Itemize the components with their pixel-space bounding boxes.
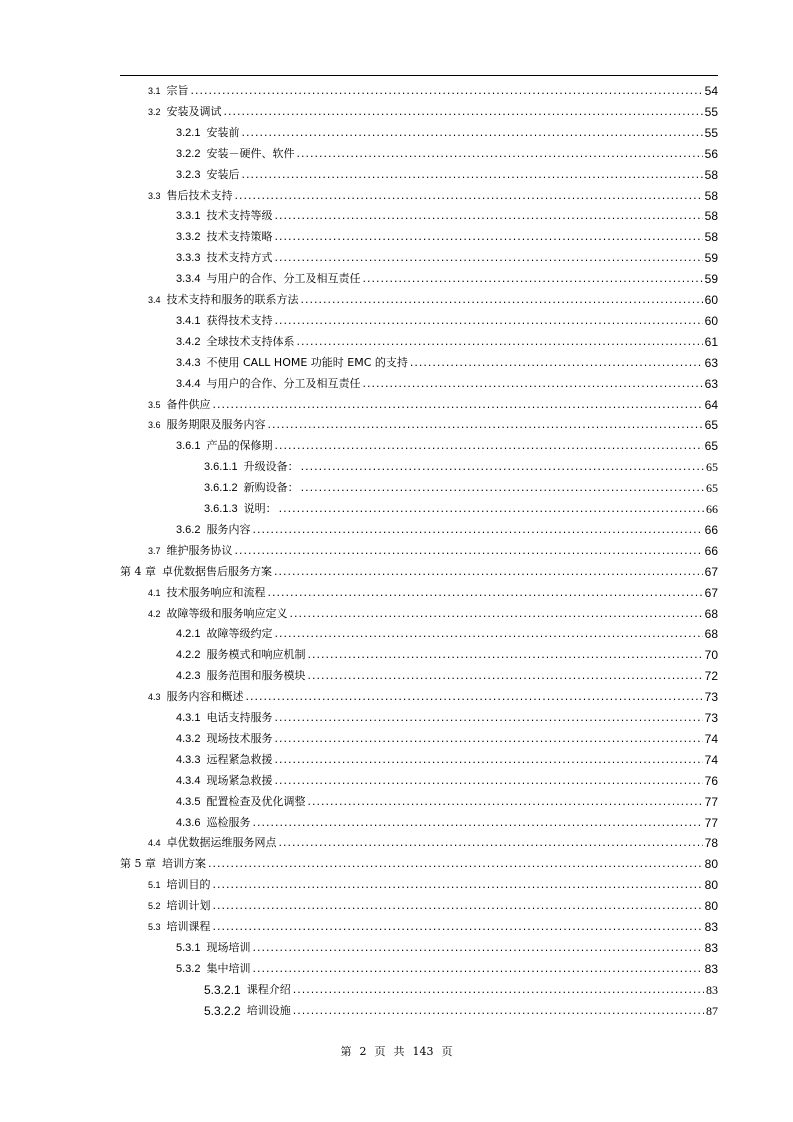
toc-entry[interactable]	[120, 559, 718, 579]
toc-entry-title: 安装后	[206, 167, 240, 181]
toc-entry-number: 3.4.2	[176, 335, 201, 348]
toc-leader-dots	[213, 899, 703, 913]
toc-entry-title: 服务范围和服务模块	[206, 669, 306, 683]
toc-entry-page: 68	[704, 627, 718, 642]
toc-entry-page: 59	[704, 272, 718, 287]
header-rule	[120, 75, 718, 76]
toc-entry[interactable]	[176, 120, 718, 140]
page-footer	[0, 1043, 793, 1059]
toc-leader-dots	[362, 377, 702, 391]
toc-entry-page: 77	[704, 815, 718, 830]
toc-entry-number: 4.1	[148, 587, 161, 598]
toc-entry-number: 5.2	[148, 901, 161, 912]
toc-entry-page: 61	[704, 334, 718, 349]
toc-leader-dots	[274, 565, 703, 579]
toc-entry[interactable]	[148, 580, 718, 600]
toc-entry-number: 5.1	[148, 880, 161, 891]
toc-entry-number: 4.2	[148, 608, 161, 619]
toc-entry-page: 58	[704, 167, 718, 182]
toc-entry-page: 80	[704, 857, 718, 872]
toc-entry-title: 现场技术服务	[206, 731, 273, 745]
toc-entry-page: 83	[704, 940, 718, 955]
toc-entry[interactable]	[176, 371, 718, 391]
toc-entry-number: 3.4.4	[176, 377, 201, 390]
toc-leader-dots	[274, 314, 702, 328]
toc-entry[interactable]	[148, 601, 718, 621]
toc-entry[interactable]	[176, 705, 718, 725]
toc-entry-number: 3.6.1.1	[204, 461, 238, 474]
footer-current-page: 2	[359, 1045, 367, 1058]
toc-leader-dots	[213, 398, 703, 412]
toc-entry-title: 培训设施	[246, 1003, 291, 1017]
toc-entry[interactable]	[148, 412, 718, 432]
toc-entry-number: 3.6.2	[176, 523, 201, 536]
toc-entry-title: 说明：	[243, 502, 277, 515]
toc-entry-title: 宗旨	[166, 84, 189, 97]
toc-leader-dots	[274, 251, 702, 265]
toc-entry-title: 维护服务协议	[166, 543, 233, 557]
toc-entry[interactable]	[176, 956, 718, 976]
toc-entry-number: 4.3.5	[176, 795, 201, 808]
toc-entry-title: 故障等级约定	[206, 627, 273, 641]
toc-entry-number: 5.3.1	[176, 941, 201, 954]
toc-entry-title: 备件供应	[166, 397, 211, 411]
toc-entry-title: 技术支持策略	[206, 230, 273, 244]
toc-entry-number: 3.2.2	[176, 147, 201, 160]
toc-entry-page: 87	[706, 1003, 718, 1018]
toc-leader-dots	[224, 105, 703, 119]
toc-entry[interactable]	[176, 621, 718, 641]
toc-entry-title: 服务期限及服务内容	[166, 418, 266, 432]
toc-entry[interactable]	[176, 162, 718, 182]
toc-entry-title: 现场培训	[206, 940, 251, 954]
toc-entry-page: 63	[704, 376, 718, 391]
toc-entry[interactable]	[176, 768, 718, 788]
toc-leader-dots	[274, 439, 702, 453]
toc-entry-number: 4.3.4	[176, 774, 201, 787]
toc-leader-dots	[301, 460, 704, 474]
toc-entry-page: 55	[704, 104, 718, 119]
toc-entry-title: 产品的保修期	[206, 439, 273, 453]
toc-entry[interactable]	[148, 684, 718, 704]
toc-entry-number: 3.3.1	[176, 210, 201, 223]
toc-entry[interactable]	[176, 810, 718, 830]
toc-entry[interactable]	[148, 99, 718, 119]
toc-entry-title: 培训目的	[166, 878, 211, 892]
toc-entry-page: 58	[704, 209, 718, 224]
toc-entry[interactable]	[204, 475, 718, 495]
toc-entry-page: 80	[704, 899, 718, 914]
toc-entry-page: 67	[704, 564, 718, 579]
toc-entry-title: 升级设备：	[243, 460, 299, 474]
toc-entry-page: 80	[704, 878, 718, 893]
toc-leader-dots	[293, 983, 704, 997]
toc-entry-page: 65	[704, 439, 718, 454]
toc-entry[interactable]	[204, 496, 718, 516]
toc-entry-page: 73	[704, 690, 718, 705]
toc-entry-title: 技术支持等级	[206, 209, 273, 223]
toc-entry-title: 现场紧急救援	[206, 773, 273, 787]
toc-leader-dots	[274, 209, 702, 223]
toc-entry[interactable]	[176, 789, 718, 809]
toc-entry-title: 安装前	[206, 125, 240, 139]
toc-entry-page: 59	[704, 251, 718, 266]
toc-entry[interactable]	[148, 893, 718, 913]
toc-entry-number: 第 4 章	[120, 564, 156, 578]
toc-leader-dots	[252, 523, 702, 537]
toc-entry-title: 培训计划	[166, 899, 211, 913]
toc-entry-title: 不使用 CALL HOME 功能时 EMC 的支持	[206, 355, 408, 369]
toc-entry-number: 4.2.2	[176, 649, 201, 662]
toc-entry[interactable]	[176, 224, 718, 244]
toc-entry-page: 72	[704, 669, 718, 684]
toc-entry-page: 66	[704, 543, 718, 558]
toc-entry-number: 4.3	[148, 692, 161, 703]
toc-entry-number: 3.2	[148, 106, 161, 117]
toc-leader-dots	[307, 669, 702, 683]
toc-entry-page: 58	[704, 230, 718, 245]
toc-leader-dots	[307, 795, 702, 809]
toc-entry[interactable]	[148, 78, 718, 98]
toc-entry[interactable]	[176, 726, 718, 746]
toc-entry-page: 65	[706, 460, 718, 475]
toc-entry-page: 73	[704, 711, 718, 725]
toc-entry-number: 3.4	[148, 295, 161, 305]
toc-entry[interactable]	[176, 433, 718, 453]
toc-entry-title: 故障等级和服务响应定义	[166, 606, 288, 620]
footer-total-pages: 143	[412, 1045, 434, 1058]
toc-entry[interactable]	[204, 977, 718, 997]
toc-entry-page: 76	[704, 773, 718, 788]
toc-entry[interactable]	[176, 642, 718, 662]
toc-entry-title: 全球技术支持体系	[206, 334, 295, 348]
toc-entry-number: 3.6.1.2	[204, 482, 238, 495]
toc-entry-title: 集中培训	[206, 961, 251, 975]
toc-entry-title: 培训方案	[162, 857, 206, 871]
toc-entry-number: 4.3.1	[176, 712, 201, 724]
toc-leader-dots	[191, 84, 703, 98]
toc-leader-dots	[362, 272, 702, 286]
toc-entry-title: 获得技术支持	[206, 313, 273, 327]
toc-entry[interactable]	[176, 517, 718, 537]
toc-entry[interactable]	[204, 454, 718, 474]
toc-leader-dots	[268, 418, 703, 432]
toc-entry-number: 4.2.3	[176, 670, 201, 683]
toc-entry[interactable]	[120, 851, 718, 871]
toc-entry[interactable]	[148, 872, 718, 892]
toc-entry-number: 3.4.1	[176, 314, 201, 327]
toc-entry-number: 3.6.1.3	[204, 503, 238, 515]
toc-entry-title: 新购设备：	[243, 481, 299, 495]
toc-leader-dots	[246, 690, 703, 704]
toc-leader-dots	[213, 920, 703, 934]
toc-entry-title: 远程紧急救援	[206, 752, 273, 766]
toc-entry-number: 3.3	[148, 190, 161, 201]
toc-entry[interactable]	[176, 329, 718, 349]
toc-entry-number: 3.5	[148, 399, 161, 410]
toc-entry-page: 66	[704, 522, 718, 537]
toc-entry-number: 4.3.3	[176, 753, 201, 766]
toc-leader-dots	[268, 586, 703, 600]
toc-entry-page: 56	[704, 146, 718, 161]
toc-entry-number: 3.6	[148, 420, 161, 431]
toc-entry[interactable]	[176, 935, 718, 955]
toc-entry-number: 5.3.2.2	[204, 1003, 241, 1018]
toc-entry[interactable]	[176, 308, 718, 328]
toc-entry-page: 60	[704, 293, 718, 307]
toc-leader-dots	[296, 147, 702, 161]
toc-entry-title: 卓优数据运维服务网点	[166, 836, 277, 850]
toc-entry-page: 67	[704, 585, 718, 600]
toc-entry-number: 5.3.2	[176, 962, 201, 975]
toc-entry-number: 5.3	[148, 922, 161, 932]
toc-leader-dots	[252, 962, 702, 976]
toc-entry-number: 3.4.3	[176, 356, 201, 369]
toc-entry[interactable]	[148, 830, 718, 850]
toc-leader-dots	[293, 1004, 704, 1018]
toc-entry-page: 63	[704, 355, 718, 370]
footer-suffix: 页	[441, 1045, 453, 1058]
toc-entry-title: 安装及调试	[166, 104, 222, 118]
toc-leader-dots	[410, 356, 703, 370]
toc-entry-page: 74	[704, 752, 718, 767]
toc-entry-title: 卓优数据售后服务方案	[162, 564, 272, 578]
toc-leader-dots	[307, 648, 702, 662]
toc-leader-dots	[274, 627, 702, 641]
toc-entry-page: 66	[706, 502, 718, 516]
toc-entry[interactable]	[176, 141, 718, 161]
toc-entry-page: 78	[704, 836, 718, 851]
toc-entry-title: 与用户的合作、分工及相互责任	[206, 376, 361, 390]
toc-entry-title: 服务模式和响应机制	[206, 648, 306, 662]
toc-entry-number: 3.1	[148, 86, 161, 96]
toc-entry-title: 售后技术支持	[166, 188, 233, 202]
toc-entry-number: 3.3.3	[176, 252, 201, 265]
toc-entry[interactable]	[148, 538, 718, 558]
toc-entry-title: 巡检服务	[206, 815, 251, 829]
toc-entry-number: 4.4	[148, 838, 161, 849]
toc-leader-dots	[301, 481, 704, 495]
toc-leader-dots	[274, 753, 702, 767]
toc-entry-title: 电话支持服务	[206, 711, 273, 724]
toc-entry-number: 4.3.2	[176, 732, 201, 745]
footer-page-word: 页	[374, 1045, 386, 1058]
toc-entry-title: 技术支持方式	[206, 251, 273, 265]
toc-entry-number: 3.2.1	[176, 126, 201, 139]
toc-leader-dots	[235, 544, 703, 558]
toc-entry-page: 65	[706, 481, 718, 496]
toc-leader-dots	[213, 878, 703, 892]
toc-entry-page: 60	[704, 313, 718, 328]
toc-entry-number: 3.6.1	[176, 440, 201, 453]
toc-leader-dots	[208, 857, 703, 871]
toc-leader-dots	[241, 126, 702, 140]
toc-entry-title: 技术支持和服务的联系方法	[166, 293, 299, 306]
toc-entry-title: 课程介绍	[246, 982, 291, 996]
toc-entry[interactable]	[176, 747, 718, 767]
toc-entry-number: 3.3.2	[176, 231, 201, 244]
toc-entry[interactable]	[204, 998, 718, 1018]
toc-entry-number: 4.2.1	[176, 628, 201, 641]
toc-entry-page: 74	[704, 731, 718, 746]
toc-entry-title: 安装－硬件、软件	[206, 146, 295, 160]
toc-leader-dots	[274, 732, 702, 746]
toc-leader-dots	[301, 293, 703, 307]
footer-prefix: 第	[340, 1045, 352, 1058]
toc-entry-page: 58	[704, 188, 718, 203]
toc-leader-dots	[290, 607, 703, 621]
toc-entry-title: 配置检查及优化调整	[206, 794, 306, 808]
toc-leader-dots	[252, 941, 702, 955]
toc-entry-page: 83	[704, 920, 718, 934]
toc-leader-dots	[274, 711, 702, 725]
toc-entry-title: 技术服务响应和流程	[166, 585, 266, 599]
toc-leader-dots	[279, 836, 703, 850]
toc-entry-number: 5.3.2.1	[204, 982, 241, 997]
toc-entry-page: 64	[704, 397, 718, 412]
toc-entry-number: 3.3.4	[176, 273, 201, 286]
toc-entry[interactable]	[148, 287, 718, 307]
toc-entry-page: 77	[704, 794, 718, 809]
toc-entry-page: 83	[706, 982, 718, 997]
toc-entry-title: 服务内容和概述	[166, 690, 244, 704]
toc-entry-title: 服务内容	[206, 522, 251, 536]
toc-entry[interactable]	[176, 245, 718, 265]
toc-leader-dots	[241, 168, 702, 182]
footer-total-word: 共	[393, 1045, 405, 1058]
toc-entry[interactable]	[176, 203, 718, 223]
toc-entry[interactable]	[176, 350, 718, 370]
toc-entry-number: 第 5 章	[120, 857, 156, 871]
toc-leader-dots	[235, 189, 703, 203]
toc-entry[interactable]	[148, 392, 718, 412]
toc-entry[interactable]	[176, 663, 718, 683]
toc-entry-page: 54	[704, 84, 718, 98]
toc-entry[interactable]	[148, 183, 718, 203]
toc-leader-dots	[252, 816, 702, 830]
toc-entry-page: 55	[704, 125, 718, 140]
toc-entry-title: 培训课程	[166, 920, 211, 933]
toc-entry-page: 68	[704, 606, 718, 621]
toc-entry[interactable]	[176, 266, 718, 286]
toc-entry-number: 3.2.3	[176, 168, 201, 181]
toc-entry-page: 70	[704, 648, 718, 663]
toc-leader-dots	[274, 774, 702, 788]
toc-entry-title: 与用户的合作、分工及相互责任	[206, 272, 361, 286]
toc-entry-page: 65	[704, 418, 718, 433]
toc-leader-dots	[296, 335, 702, 349]
toc-entry[interactable]	[148, 914, 718, 934]
toc-entry-page: 83	[704, 961, 718, 976]
toc-leader-dots	[274, 230, 702, 244]
toc-entry-number: 3.7	[148, 545, 161, 556]
toc-entry-number: 4.3.6	[176, 816, 201, 829]
toc-leader-dots	[279, 502, 704, 516]
